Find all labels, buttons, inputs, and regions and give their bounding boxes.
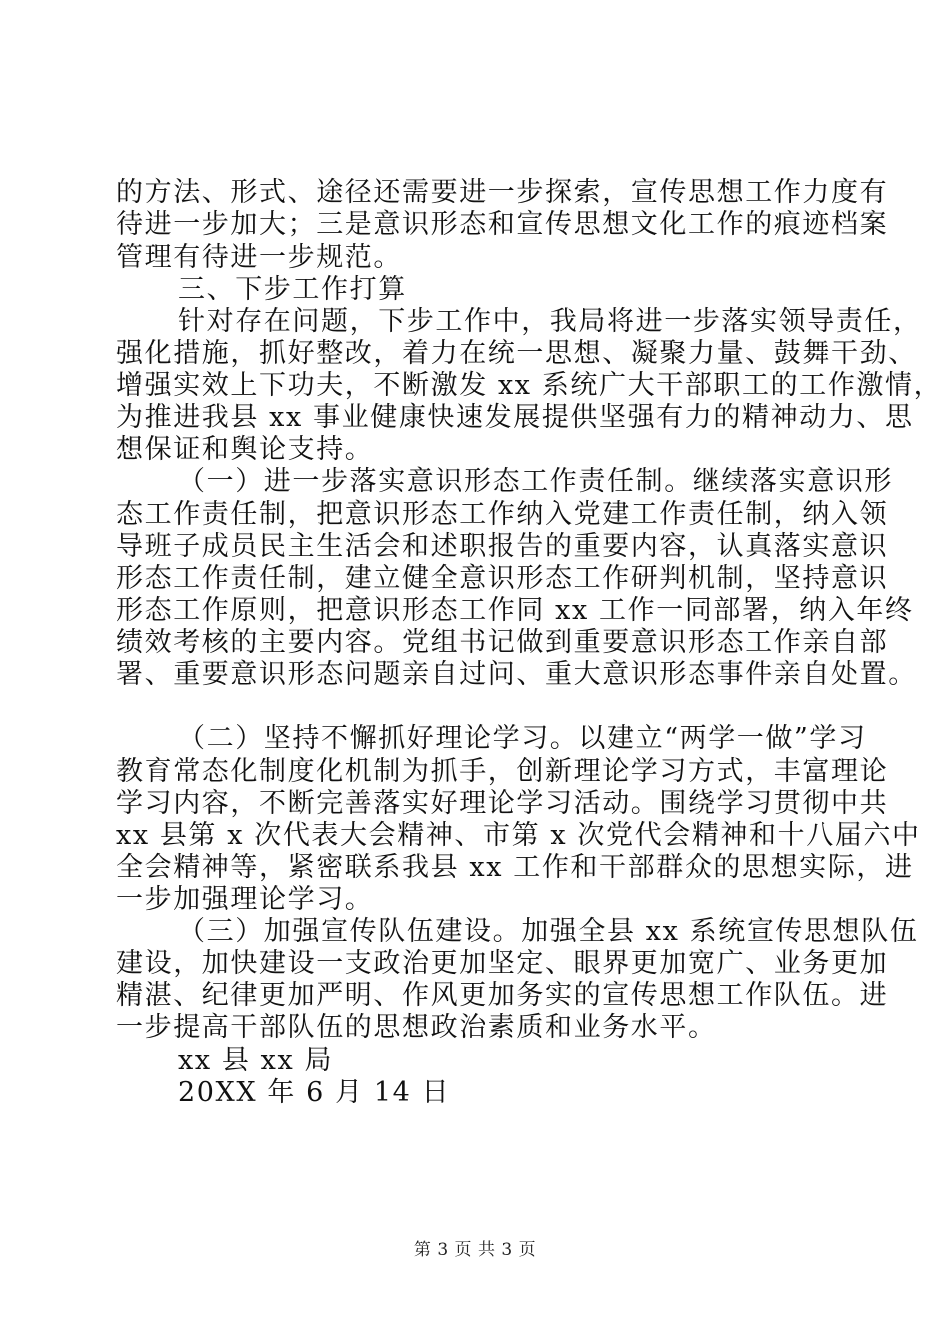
text-line: 管理有待进一步规范。: [116, 242, 402, 273]
text-line: （三）加强宣传队伍建设。加强全县 xx 系统宣传思想队伍: [178, 916, 919, 947]
text-line: 待进一步加大；三是意识形态和宣传思想文化工作的痕迹档案: [116, 209, 889, 240]
text-line: xx 县第 x 次代表大会精神、市第 x 次党代会精神和十八届六中: [116, 820, 921, 851]
text-line: 的方法、形式、途径还需要进一步探索，宣传思想工作力度有: [116, 177, 889, 208]
text-line: 为推进我县 xx 事业健康快速发展提供坚强有力的精神动力、思: [116, 402, 914, 433]
text-line: 态工作责任制，把意识形态工作纳入党建工作责任制，纳入领: [116, 499, 889, 530]
text-line: 增强实效上下功夫，不断激发 xx 系统广大干部职工的工作激情，: [116, 370, 943, 401]
page-footer: 第 3 页 共 3 页: [413, 1240, 537, 1260]
text-line: 教育常态化制度化机制为抓手，创新理论学习方式，丰富理论: [116, 756, 889, 787]
text-line: 导班子成员民主生活会和述职报告的重要内容，认真落实意识: [116, 531, 889, 562]
text-line: （一）进一步落实意识形态工作责任制。继续落实意识形: [178, 466, 893, 497]
text-line: 一步加强理论学习。: [116, 884, 374, 915]
text-line: （二）坚持不懈抓好理论学习。以建立“两学一做”学习: [178, 723, 867, 754]
signature-organization: xx 县 xx 局: [178, 1045, 334, 1076]
text-line: 署、重要意识形态问题亲自过问、重大意识形态事件亲自处置。: [116, 659, 917, 690]
text-line: 精湛、纪律更加严明、作风更加务实的宣传思想工作队伍。进: [116, 980, 889, 1011]
text-line: 学习内容，不断完善落实好理论学习活动。围绕学习贯彻中共: [116, 788, 889, 819]
section-heading: 三、下步工作打算: [178, 274, 407, 305]
text-line: 强化措施，抓好整改，着力在统一思想、凝聚力量、鼓舞干劲、: [116, 338, 917, 369]
text-line: 一步提高干部队伍的思想政治素质和业务水平。: [116, 1012, 717, 1043]
text-line: 形态工作原则，把意识形态工作同 xx 工作一同部署，纳入年终: [116, 595, 914, 626]
text-line: 想保证和舆论支持。: [116, 434, 374, 465]
text-line: 全会精神等，紧密联系我县 xx 工作和干部群众的思想实际，进: [116, 852, 914, 883]
text-line: 针对存在问题，下步工作中，我局将进一步落实领导责任，: [178, 306, 922, 337]
text-line: 建设，加快建设一支政治更加坚定、眼界更加宽广、业务更加: [116, 948, 889, 979]
text-line: 形态工作责任制，建立健全意识形态工作研判机制，坚持意识: [116, 563, 889, 594]
signature-date: 20XX 年 6 月 14 日: [178, 1077, 451, 1108]
text-line: 绩效考核的主要内容。党组书记做到重要意识形态工作亲自部: [116, 627, 889, 658]
